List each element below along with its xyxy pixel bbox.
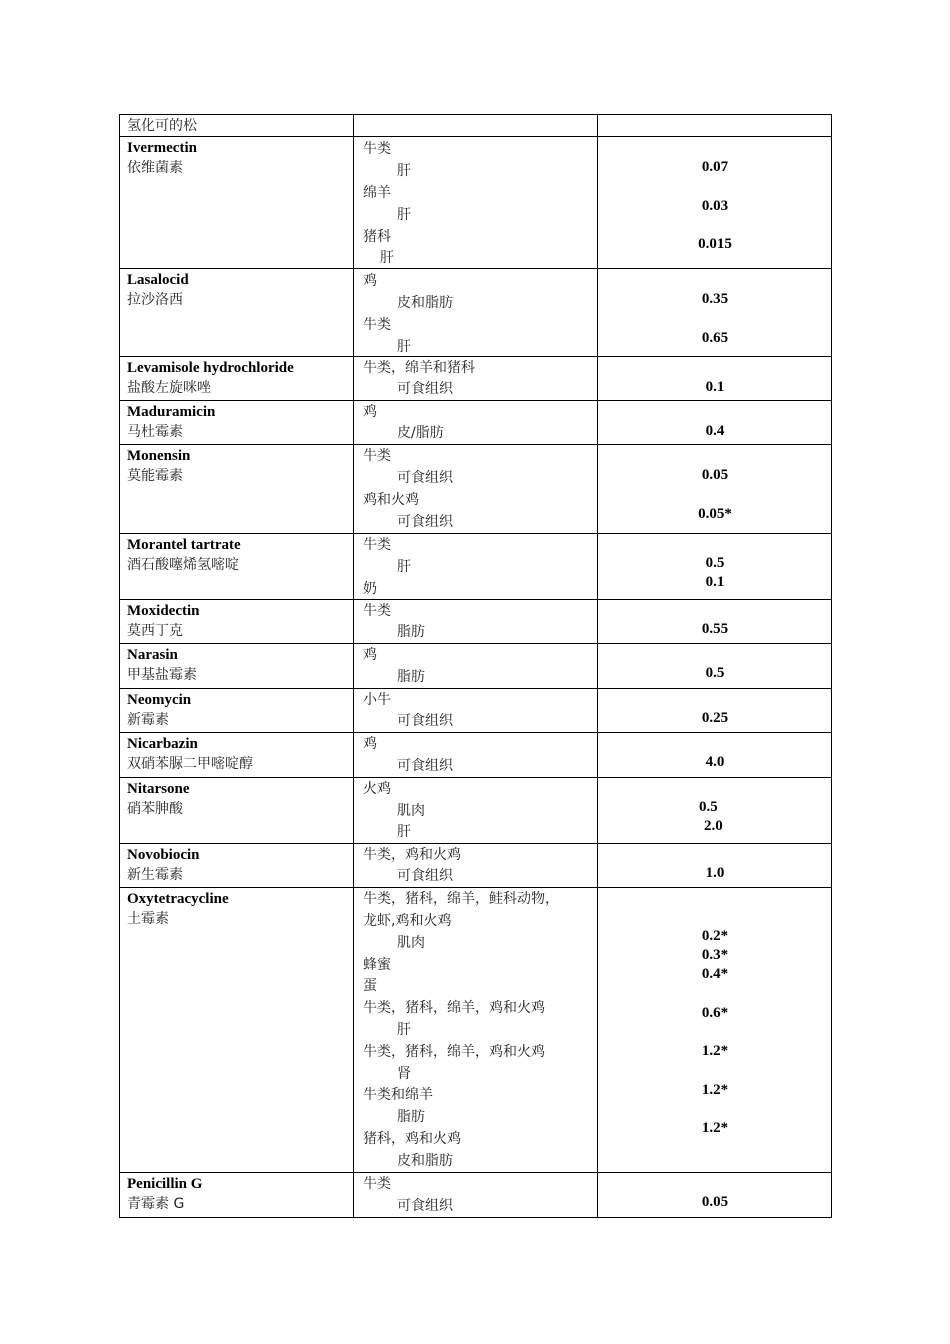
limit-value: 0.55 bbox=[701, 621, 729, 637]
table-row bbox=[120, 401, 832, 445]
species-cell bbox=[354, 115, 598, 137]
tissue-line: 肝 bbox=[397, 339, 411, 355]
drug-name-zh: 硝苯胂酸 bbox=[127, 801, 183, 817]
tissue-line: 可食组织 bbox=[397, 758, 453, 774]
drug-name-zh: 新霉素 bbox=[127, 712, 169, 728]
drug-name-en: Morantel tartrate bbox=[127, 537, 241, 553]
drug-name-zh: 酒石酸噻烯氢嘧啶 bbox=[127, 557, 239, 573]
value-cell bbox=[598, 269, 832, 357]
limit-value: 0.6* bbox=[701, 1005, 729, 1021]
species-line: 鸡 bbox=[363, 273, 377, 289]
limit-value: 0.05 bbox=[701, 467, 729, 483]
table-row bbox=[120, 1173, 832, 1218]
drug-name-en: Neomycin bbox=[127, 692, 192, 708]
value-cell bbox=[598, 1173, 832, 1218]
drug-name-zh: 拉沙洛西 bbox=[127, 292, 183, 308]
species-line: 牛类，猪科，绵羊，鸡和火鸡 bbox=[363, 1000, 545, 1016]
species-line: 猪科，鸡和火鸡 bbox=[363, 1131, 461, 1147]
species-cell bbox=[354, 600, 598, 644]
species-line: 鸡 bbox=[363, 736, 377, 752]
limit-value: 0.25 bbox=[701, 710, 729, 726]
drug-name-zh: 莫西丁克 bbox=[127, 623, 183, 639]
value-cell bbox=[598, 844, 832, 888]
value-cell bbox=[598, 115, 832, 137]
species-line: 蜂蜜 bbox=[363, 957, 391, 973]
species-line: 猪科 bbox=[363, 229, 391, 245]
table-row bbox=[120, 644, 832, 689]
species-line: 牛类 bbox=[363, 448, 391, 464]
drug-cell bbox=[120, 600, 354, 644]
drug-name-zh: 甲基盐霉素 bbox=[127, 667, 197, 683]
value-cell bbox=[598, 137, 832, 269]
drug-name-zh: 莫能霉素 bbox=[127, 468, 183, 484]
limit-value: 0.015 bbox=[698, 236, 732, 252]
drug-name-zh: 青霉素 G bbox=[127, 1196, 185, 1212]
species-cell bbox=[354, 888, 598, 1173]
drug-name-en: Narasin bbox=[127, 647, 178, 663]
species-line: 牛类，猪科，绵羊，鲑科动物， bbox=[363, 891, 559, 907]
drug-name-en: Novobiocin bbox=[127, 847, 200, 863]
tissue-line: 皮和脂肪 bbox=[397, 1153, 453, 1169]
tissue-line: 可食组织 bbox=[397, 381, 453, 397]
limit-value: 4.0 bbox=[705, 754, 725, 770]
drug-cell bbox=[120, 137, 354, 269]
species-line: 龙虾,鸡和火鸡 bbox=[363, 913, 452, 929]
species-line: 牛类，绵羊和猪科 bbox=[363, 360, 475, 376]
tissue-line: 皮和脂肪 bbox=[397, 295, 453, 311]
table-row bbox=[120, 888, 832, 1173]
drug-name-zh: 依维菌素 bbox=[127, 160, 183, 176]
tissue-line: 肝 bbox=[397, 1022, 411, 1038]
table-row bbox=[120, 844, 832, 888]
drug-cell bbox=[120, 445, 354, 534]
drug-name-en: Maduramicin bbox=[127, 404, 216, 420]
species-line: 牛类 bbox=[363, 537, 391, 553]
tissue-line: 肌肉 bbox=[397, 803, 425, 819]
value-cell bbox=[598, 733, 832, 778]
drug-name-en: Moxidectin bbox=[127, 603, 200, 619]
drug-name-en: Ivermectin bbox=[127, 140, 197, 156]
species-line: 绵羊 bbox=[363, 185, 391, 201]
limit-value: 1.0 bbox=[705, 865, 725, 881]
species-cell bbox=[354, 689, 598, 733]
limit-value: 1.2* bbox=[701, 1120, 729, 1136]
drug-cell bbox=[120, 534, 354, 600]
table-row bbox=[120, 534, 832, 600]
species-line: 牛类，猪科，绵羊，鸡和火鸡 bbox=[363, 1044, 545, 1060]
limit-value: 0.1 bbox=[705, 379, 725, 395]
value-cell bbox=[598, 644, 832, 689]
table-row bbox=[120, 689, 832, 733]
table-row bbox=[120, 733, 832, 778]
species-cell bbox=[354, 534, 598, 600]
limit-value: 0.4 bbox=[705, 423, 725, 439]
species-line: 蛋 bbox=[363, 978, 377, 994]
limit-value: 0.03 bbox=[701, 198, 729, 214]
table-row bbox=[120, 357, 832, 401]
drug-name-en: Monensin bbox=[127, 448, 191, 464]
species-line: 火鸡 bbox=[363, 781, 391, 797]
drug-cell bbox=[120, 888, 354, 1173]
tissue-line: 肌肉 bbox=[397, 935, 425, 951]
species-cell bbox=[354, 778, 598, 844]
table-row bbox=[120, 115, 832, 137]
tissue-line: 脂肪 bbox=[397, 624, 425, 640]
tissue-line: 可食组织 bbox=[397, 868, 453, 884]
limit-value: 1.2* bbox=[701, 1082, 729, 1098]
drug-name-zh: 氢化可的松 bbox=[127, 118, 197, 134]
species-line: 牛类和绵羊 bbox=[363, 1087, 433, 1103]
drug-name-zh: 马杜霉素 bbox=[127, 424, 183, 440]
table-row bbox=[120, 269, 832, 357]
value-cell bbox=[598, 689, 832, 733]
species-line: 牛类 bbox=[363, 141, 391, 157]
drug-name-en: Levamisole hydrochloride bbox=[127, 360, 294, 376]
table-row bbox=[120, 445, 832, 534]
drug-cell bbox=[120, 115, 354, 137]
drug-name-zh: 土霉素 bbox=[127, 911, 169, 927]
limit-value: 0.05 bbox=[701, 1194, 729, 1210]
species-cell bbox=[354, 733, 598, 778]
drug-cell bbox=[120, 269, 354, 357]
table-row bbox=[120, 600, 832, 644]
limit-value: 0.3* bbox=[701, 947, 729, 963]
limit-value: 0.05* bbox=[698, 506, 732, 522]
tissue-line: 可食组织 bbox=[397, 514, 453, 530]
tissue-line: 肝 bbox=[397, 559, 411, 575]
species-line: 牛类，鸡和火鸡 bbox=[363, 847, 461, 863]
species-line: 牛类 bbox=[363, 317, 391, 333]
drug-cell bbox=[120, 644, 354, 689]
tissue-line: 肝 bbox=[380, 250, 394, 266]
limit-value: 0.07 bbox=[701, 159, 729, 175]
drug-name-en: Nitarsone bbox=[127, 781, 190, 797]
limit-value: 1.2* bbox=[701, 1043, 729, 1059]
species-cell bbox=[354, 137, 598, 269]
limit-value: 0.5 bbox=[705, 665, 725, 681]
limit-value: 0.35 bbox=[701, 291, 729, 307]
species-cell bbox=[354, 357, 598, 401]
drug-cell bbox=[120, 401, 354, 445]
species-line: 牛类 bbox=[363, 1176, 391, 1192]
table-row bbox=[120, 778, 832, 844]
value-cell bbox=[598, 445, 832, 534]
species-line: 鸡 bbox=[363, 404, 377, 420]
species-line: 鸡和火鸡 bbox=[363, 492, 419, 508]
tissue-line: 肝 bbox=[397, 207, 411, 223]
tissue-line: 肾 bbox=[397, 1066, 411, 1082]
species-cell bbox=[354, 401, 598, 445]
species-cell bbox=[354, 844, 598, 888]
table-row bbox=[120, 137, 832, 269]
limit-value: 0.4* bbox=[701, 966, 729, 982]
tissue-line: 脂肪 bbox=[397, 1109, 425, 1125]
drug-cell bbox=[120, 1173, 354, 1218]
species-line: 奶 bbox=[363, 581, 377, 597]
value-cell bbox=[598, 778, 832, 844]
drug-name-en: Oxytetracycline bbox=[127, 891, 229, 907]
drug-cell bbox=[120, 844, 354, 888]
species-cell bbox=[354, 644, 598, 689]
drug-name-zh: 双硝苯脲二甲嘧啶醇 bbox=[127, 756, 253, 772]
limit-value: 0.5 bbox=[705, 555, 725, 571]
species-cell bbox=[354, 1173, 598, 1218]
drug-name-en: Penicillin G bbox=[127, 1176, 203, 1192]
drug-cell bbox=[120, 733, 354, 778]
limit-value: 2.0 bbox=[704, 818, 723, 834]
tissue-line: 可食组织 bbox=[397, 1198, 453, 1214]
tissue-line: 肝 bbox=[397, 824, 411, 840]
tissue-line: 可食组织 bbox=[397, 713, 453, 729]
value-cell bbox=[598, 357, 832, 401]
residue-limits-table bbox=[119, 114, 832, 1218]
species-line: 小牛 bbox=[363, 692, 391, 708]
value-cell bbox=[598, 600, 832, 644]
species-cell bbox=[354, 445, 598, 534]
drug-name-zh: 新生霉素 bbox=[127, 867, 183, 883]
value-cell bbox=[598, 534, 832, 600]
drug-cell bbox=[120, 689, 354, 733]
tissue-line: 肝 bbox=[397, 163, 411, 179]
limit-value: 0.65 bbox=[701, 330, 729, 346]
drug-name-zh: 盐酸左旋咪唑 bbox=[127, 380, 211, 396]
limit-value: 0.5 bbox=[699, 799, 718, 815]
drug-cell bbox=[120, 357, 354, 401]
species-line: 鸡 bbox=[363, 647, 377, 663]
limit-value: 0.2* bbox=[701, 928, 729, 944]
drug-cell bbox=[120, 778, 354, 844]
tissue-line: 可食组织 bbox=[397, 470, 453, 486]
value-cell bbox=[598, 888, 832, 1173]
species-cell bbox=[354, 269, 598, 357]
tissue-line: 皮/脂肪 bbox=[397, 425, 444, 441]
species-line: 牛类 bbox=[363, 603, 391, 619]
limit-value: 0.1 bbox=[705, 574, 725, 590]
value-cell bbox=[598, 401, 832, 445]
drug-name-en: Lasalocid bbox=[127, 272, 189, 288]
drug-name-en: Nicarbazin bbox=[127, 736, 198, 752]
tissue-line: 脂肪 bbox=[397, 669, 425, 685]
